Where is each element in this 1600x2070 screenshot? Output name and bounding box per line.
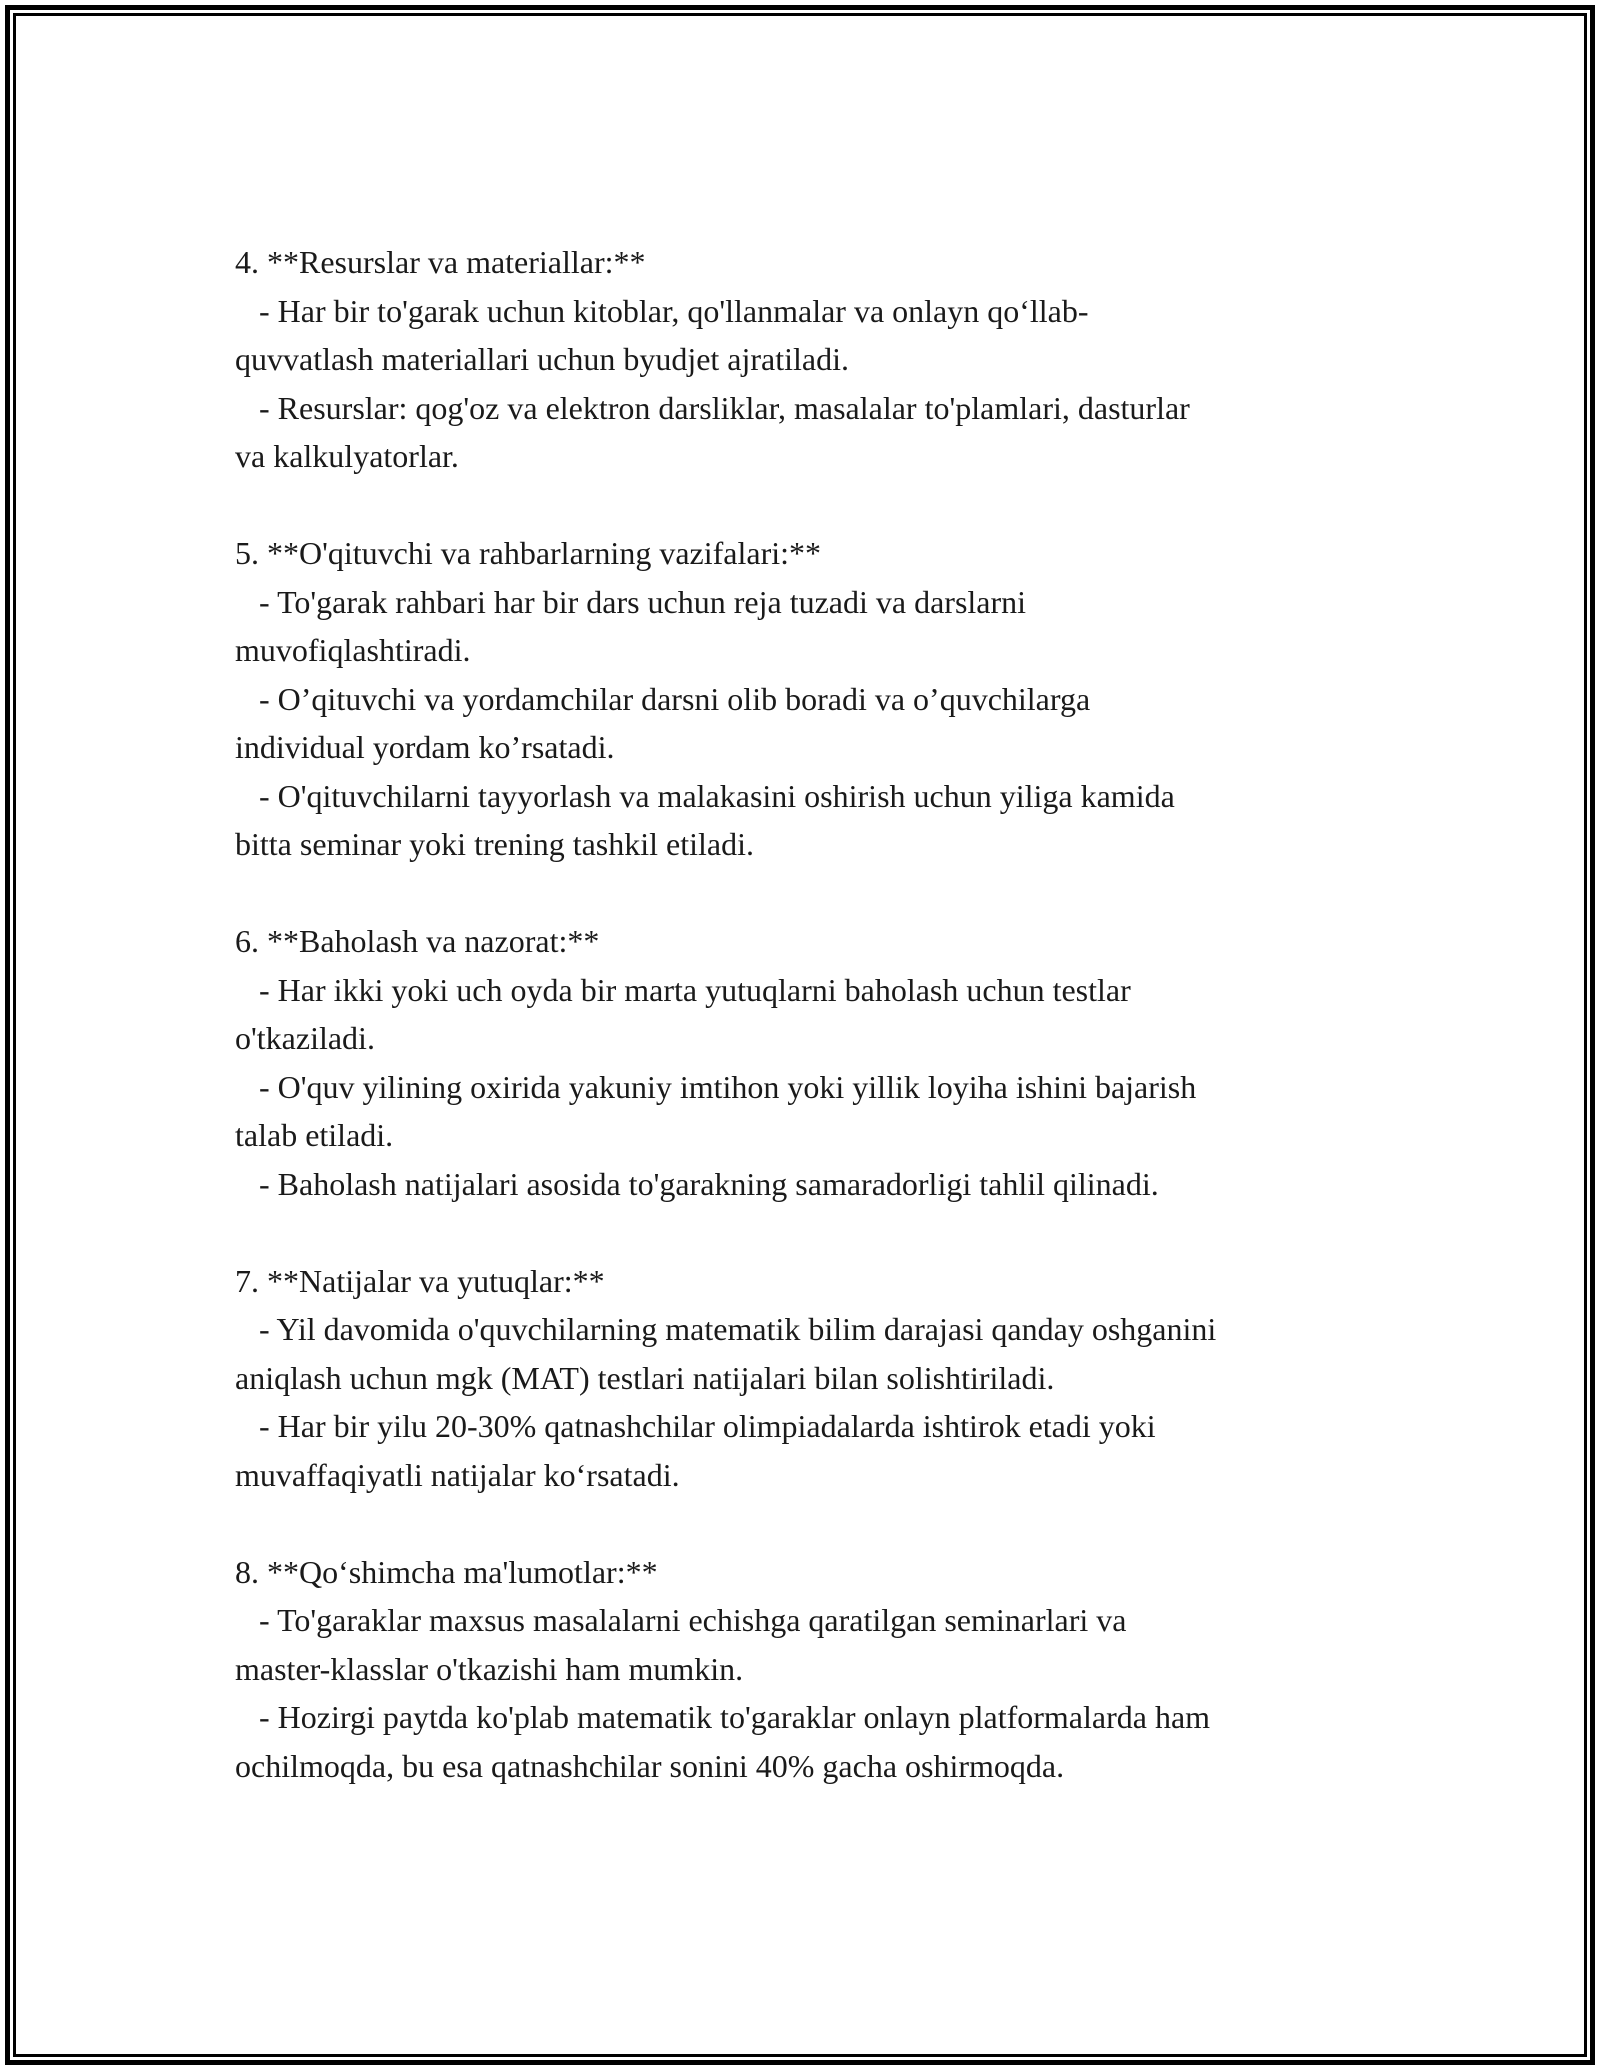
- text-line: bitta seminar yoki trening tashkil etiladi.: [235, 826, 754, 862]
- text-line: - Hozirgi paytda ko'plab matematik to'garaklar onlayn platformalarda ham: [235, 1699, 1211, 1735]
- text-line: - Har ikki yoki uch oyda bir marta yutuqlarni baholash uchun testlar: [235, 971, 1131, 1008]
- text-line: - Har bir yilu 20-30% qatnashchilar olimpiadalarda ishtirok etadi yoki: [235, 1408, 1156, 1444]
- document-body: [235, 238, 1375, 1839]
- section-heading: 7. **Natijalar va yutuqlar:**: [235, 1262, 605, 1299]
- section-additional-info: [235, 1548, 1375, 1791]
- text-line: va kalkulyatorlar.: [235, 438, 459, 474]
- section-heading: 4. **Resurslar va materiallar:**: [235, 244, 646, 280]
- text-line: - Har bir to'garak uchun kitoblar, qo'llanmalar va onlayn qo‘llab-: [235, 292, 1089, 329]
- text-line: - O'qituvchilarni tayyorlash va malakasini oshirish uchun yiliga kamida: [235, 777, 1175, 814]
- text-line: muvaffaqiyatli natijalar ko‘rsatadi.: [235, 1456, 680, 1493]
- section-heading: 5. **O'qituvchi va rahbarlarning vazifalari:**: [235, 535, 821, 571]
- text-line: - Baholash natijalari asosida to'garakning samaradorligi tahlil qilinadi.: [235, 1165, 1159, 1202]
- text-line: - O’qituvchi va yordamchilar darsni olib boradi va o’quvchilarga: [235, 680, 1091, 717]
- section-assessment: [235, 917, 1375, 1208]
- section-results: [235, 1257, 1375, 1500]
- text-line: - O'quv yilining oxirida yakuniy imtihon yoki yillik loyiha ishini bajarish: [235, 1068, 1197, 1105]
- text-line: - To'garaklar maxsus masalalarni echishga qaratilgan seminarlari va: [235, 1602, 1127, 1638]
- section-resources: [235, 238, 1375, 481]
- section-heading: 8. **Qo‘shimcha ma'lumotlar:**: [235, 1553, 658, 1590]
- text-line: talab etiladi.: [235, 1117, 394, 1153]
- text-line: muvofiqlashtiradi.: [235, 632, 471, 668]
- section-teacher-duties: [235, 529, 1375, 869]
- text-line: - Resurslar: qog'oz va elektron darsliklar, masalalar to'plamlari, dasturlar: [235, 389, 1190, 426]
- text-line: aniqlash uchun mgk (MAT) testlari natijalari bilan solishtiriladi.: [235, 1359, 1055, 1396]
- text-line: individual yordam ko’rsatadi.: [235, 729, 615, 765]
- text-line: - Yil davomida o'quvchilarning matematik bilim darajasi qanday oshganini: [235, 1311, 1217, 1347]
- text-line: - To'garak rahbari har bir dars uchun reja tuzadi va darslarni: [235, 583, 1027, 620]
- text-line: ochilmoqda, bu esa qatnashchilar sonini 40% gacha oshirmoqda.: [235, 1747, 1065, 1784]
- text-line: master-klasslar o'tkazishi ham mumkin.: [235, 1650, 744, 1687]
- text-line: o'tkaziladi.: [235, 1020, 375, 1056]
- section-heading: 6. **Baholash va nazorat:**: [235, 923, 600, 959]
- text-line: quvvatlash materiallari uchun byudjet ajratiladi.: [235, 341, 850, 377]
